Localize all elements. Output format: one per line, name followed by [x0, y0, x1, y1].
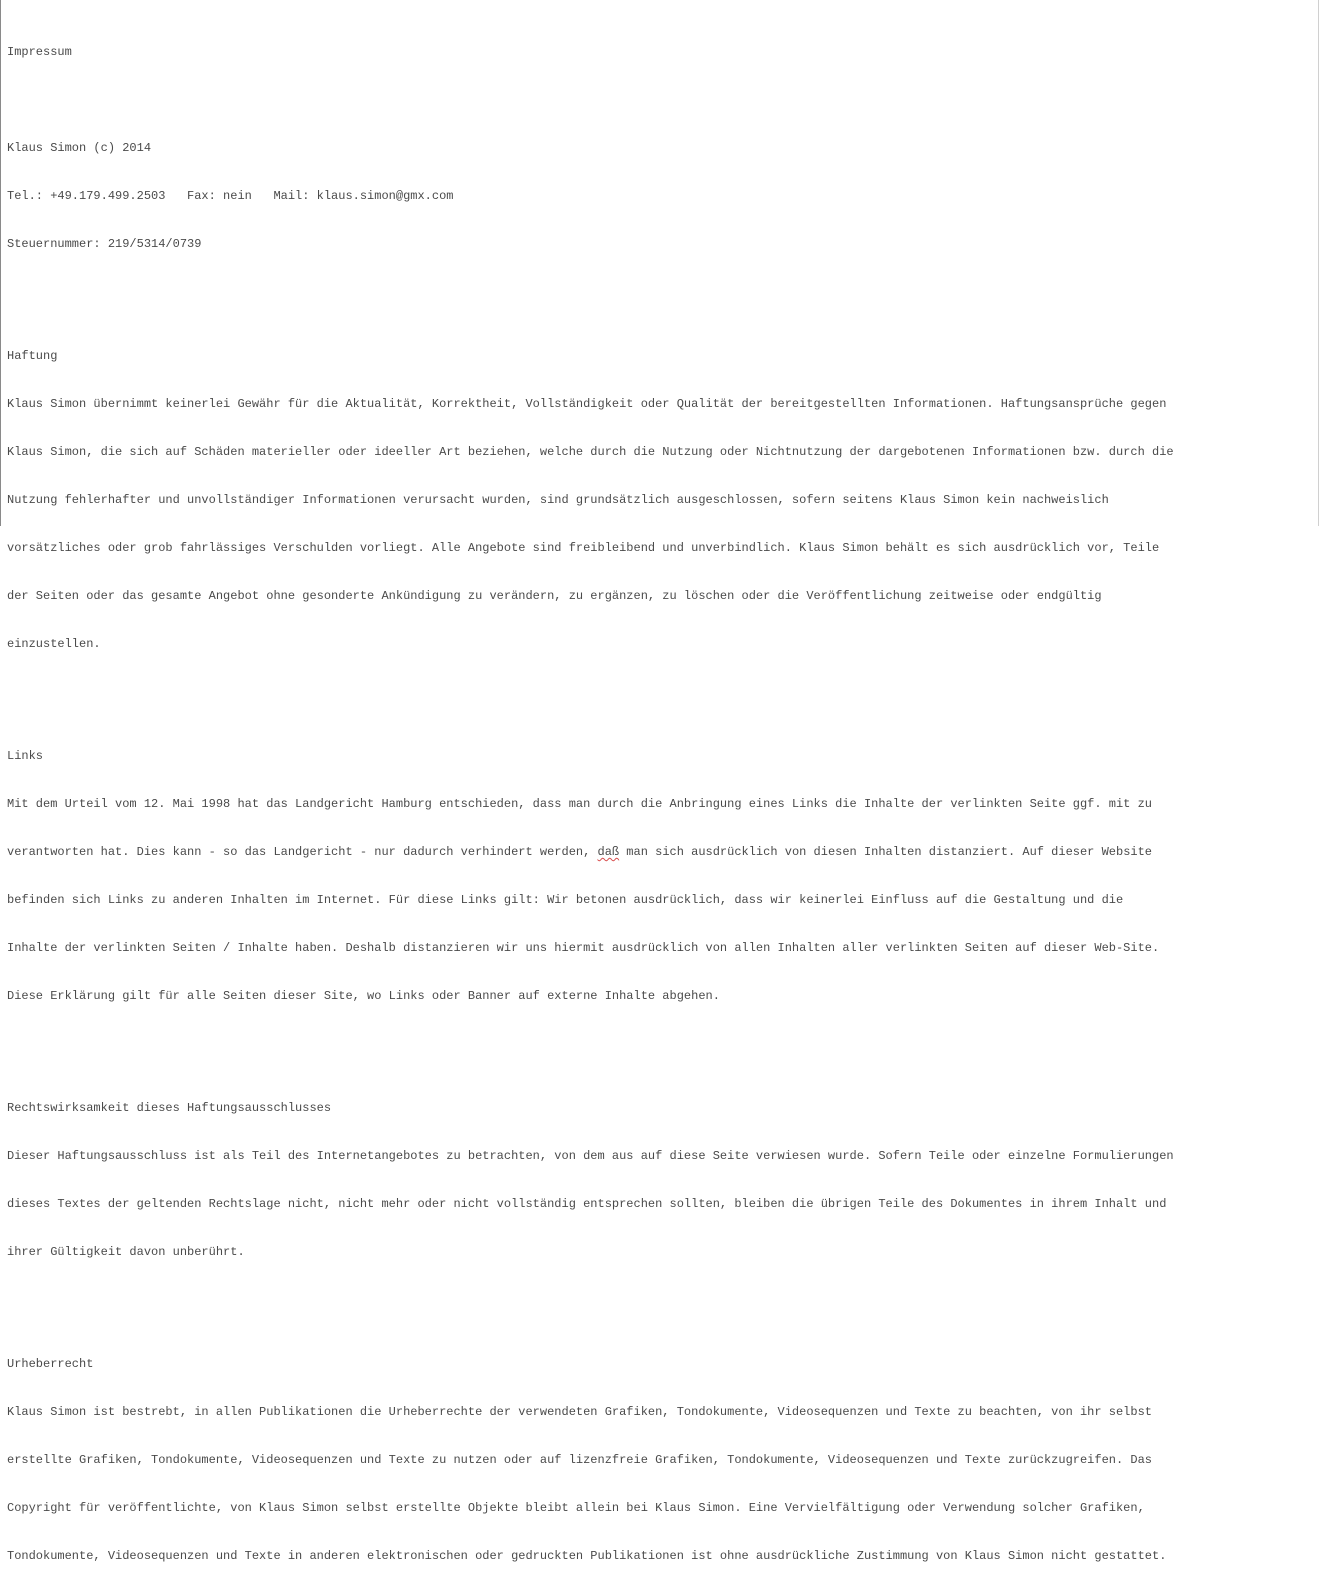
- section-line: dieses Textes der geltenden Rechtslage nicht, nicht mehr oder nicht vollständig entsprechen sollten, bleiben die übrigen Teile des Dokumentes in ihrem Inhalt und: [7, 1197, 1167, 1211]
- scrollbar-edge[interactable]: [1318, 0, 1329, 526]
- blank-line: [7, 92, 1315, 108]
- section-line: Klaus Simon übernimmt keinerlei Gewähr für die Aktualität, Korrektheit, Vollständigkeit oder Qualität der bereitgestellten Informationen. Haftungsansprüche gegen: [7, 397, 1167, 411]
- section-line: befinden sich Links zu anderen Inhalten im Internet. Für diese Links gilt: Wir betonen ausdrücklich, dass wir keinerlei Einfluss auf die Gestaltung und die: [7, 893, 1124, 907]
- blank-line: [7, 284, 1315, 300]
- blank-line: [7, 684, 1315, 700]
- section-heading-links: Links: [7, 749, 44, 763]
- impressum-document[interactable]: [7, 12, 1315, 1596]
- section-line: der Seiten oder das gesamte Angebot ohne gesonderte Ankündigung zu verändern, zu ergänzen, zu löschen oder die Veröffentlichung zeitweise oder endgültig: [7, 589, 1102, 603]
- spellcheck-word[interactable]: daß: [597, 845, 620, 859]
- section-line: Copyright für veröffentlichte, von Klaus Simon selbst erstellte Objekte bleibt allein bei Klaus Simon. Eine Vervielfältigung oder Verwendung solcher Grafiken,: [7, 1501, 1145, 1515]
- section-line: Inhalte der verlinkten Seiten / Inhalte haben. Deshalb distanzieren wir uns hiermit ausdrücklich von allen Inhalten aller verlinkten Seiten auf dieser Web-Site.: [7, 941, 1160, 955]
- blank-line: [7, 1036, 1315, 1052]
- section-line: Dieser Haftungsausschluss ist als Teil des Internetangebotes zu betrachten, von dem aus auf diese Seite verwiesen wurde. Sofern Teile oder einzelne Formulierungen: [7, 1149, 1174, 1163]
- section-line: ihrer Gültigkeit davon unberührt.: [7, 1245, 245, 1259]
- section-heading-rechtswirksamkeit: Rechtswirksamkeit dieses Haftungsausschlusses: [7, 1101, 332, 1115]
- section-heading-urheberrecht: Urheberrecht: [7, 1357, 94, 1371]
- section-line: Tondokumente, Videosequenzen und Texte in anderen elektronischen oder gedruckten Publikationen ist ohne ausdrückliche Zustimmung von Klaus Simon nicht gestattet.: [7, 1549, 1167, 1563]
- section-line-spellcheck: verantworten hat. Dies kann - so das Landgericht - nur dadurch verhindert werden, daß man sich ausdrücklich von diesen Inhalten distanziert. Auf dieser Website: [7, 845, 1152, 859]
- section-line: vorsätzliches oder grob fahrlässiges Verschulden vorliegt. Alle Angebote sind freibleibend und unverbindlich. Klaus Simon behält es sich ausdrücklich vor, Teile: [7, 541, 1160, 555]
- section-line: Nutzung fehlerhafter und unvollständiger Informationen verursacht wurden, sind grundsätzlich ausgeschlossen, sofern seitens Klaus Simon kein nachweislich: [7, 493, 1109, 507]
- contact-name-line: Klaus Simon (c) 2014: [7, 141, 152, 155]
- section-line: Klaus Simon ist bestrebt, in allen Publikationen die Urheberrechte der verwendeten Grafiken, Tondokumente, Videosequenzen und Texte zu beachten, von ihr selbst: [7, 1405, 1152, 1419]
- section-line: Mit dem Urteil vom 12. Mai 1998 hat das Landgericht Hamburg entschieden, dass man durch die Anbringung eines Links die Inhalte der verlinkten Seite ggf. mit zu: [7, 797, 1152, 811]
- section-line: Klaus Simon, die sich auf Schäden materieller oder ideeller Art beziehen, welche durch die Nutzung oder Nichtnutzung der dargebotenen Informationen bzw. durch die: [7, 445, 1174, 459]
- blank-line: [7, 1292, 1315, 1308]
- section-line: Diese Erklärung gilt für alle Seiten dieser Site, wo Links oder Banner auf externe Inhalte abgehen.: [7, 989, 720, 1003]
- section-heading-haftung: Haftung: [7, 349, 58, 363]
- contact-tax-line: Steuernummer: 219/5314/0739: [7, 237, 202, 251]
- contact-phone-line: Tel.: +49.179.499.2503 Fax: nein Mail: klaus.simon@gmx.com: [7, 189, 454, 203]
- section-line: einzustellen.: [7, 637, 101, 651]
- page-title: Impressum: [7, 45, 72, 59]
- section-line: erstellte Grafiken, Tondokumente, Videosequenzen und Texte zu nutzen oder auf lizenzfreie Grafiken, Tondokumente, Videosequenzen und Texte zurückzugreifen. Das: [7, 1453, 1152, 1467]
